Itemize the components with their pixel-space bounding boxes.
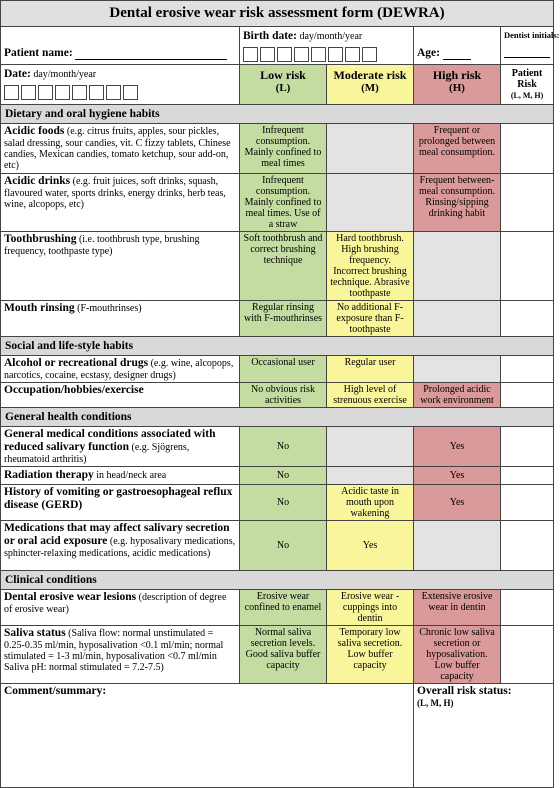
radiation-low: No (240, 467, 327, 485)
section-health: General health conditions (1, 408, 554, 427)
saliva-moderate: Temporary low saliva secretion. Low buffer capacity (327, 626, 414, 684)
date-format: day/month/year (33, 69, 97, 80)
acidic-foods-low: Infrequent consumption. Mainly confined to meal times (240, 124, 327, 174)
birth-date-label: Birth date: (243, 30, 297, 42)
patient-name-cell (1, 27, 240, 65)
medications-low: No (240, 521, 327, 571)
saliva-low: Normal saliva secretion levels. Good saliva buffer capacity (240, 626, 327, 684)
row-saliva: Saliva status (Saliva flow: normal unstimulated = 0.25-0.35 ml/min, hyposalivation <0.1 ml/min; normal stimulated = 1-3 ml/min, hyposalivation <0.7 ml/min Saliva pH: normal stimulated = 7.2-7.5) (1, 626, 240, 684)
row-lesions: Dental erosive wear lesions (description of degree of erosive wear) (1, 590, 240, 626)
radiation-high: Yes (414, 467, 501, 485)
acidic-drinks-moderate (327, 174, 414, 232)
date-boxes[interactable] (4, 85, 236, 100)
row-mouth-rinsing: Mouth rinsing (F-mouthrinses) (1, 301, 240, 337)
toothbrushing-patient[interactable] (501, 232, 554, 301)
comment-label: Comment/summary: (4, 685, 107, 697)
vomiting-low: No (240, 485, 327, 521)
mouth-rinsing-high (414, 301, 501, 337)
overall-risk-sub: (L, M, H) (417, 698, 454, 708)
row-acidic-foods: Acidic foods (e.g. citrus fruits, apples, sour pickles, salad dressing, sour candies, vit. C fizzy tablets, Chinese candies, Mexican candies, tomato ketchup, sour add-on, etc) (1, 124, 240, 174)
patient-name-field[interactable] (75, 48, 227, 60)
overall-risk-area[interactable] (414, 684, 554, 788)
age-label: Age: (417, 47, 440, 59)
row-vomiting: History of vomiting or gastroesophageal reflux disease (GERD) (1, 485, 240, 521)
row-salivary: General medical conditions associated with reduced salivary function (e.g. Sjögrens, rheumatoid arthritis) (1, 427, 240, 467)
col-low-risk: Low risk (L) (240, 65, 327, 105)
birth-date-cell (240, 27, 414, 65)
dentist-initials-label: Dentist initials: (504, 30, 560, 40)
mouth-rinsing-moderate: No additional F-exposure than F-toothpaste (327, 301, 414, 337)
acidic-foods-moderate (327, 124, 414, 174)
occupation-patient[interactable] (501, 383, 554, 408)
lesions-patient[interactable] (501, 590, 554, 626)
birth-date-boxes[interactable] (243, 47, 410, 62)
lesions-moderate: Erosive wear - cuppings into dentin (327, 590, 414, 626)
toothbrushing-moderate: Hard toothbrush. High brushing frequency. Incorrect brushing technique. Abrasive toothpaste (327, 232, 414, 301)
row-toothbrushing: Toothbrushing (i.e. toothbrush type, brushing frequency, toothpaste type) (1, 232, 240, 301)
dentist-initials-cell (501, 27, 560, 65)
radiation-moderate (327, 467, 414, 485)
salivary-moderate (327, 427, 414, 467)
row-radiation: Radiation therapy in head/neck area (1, 467, 240, 485)
mouth-rinsing-patient[interactable] (501, 301, 554, 337)
medications-patient[interactable] (501, 521, 554, 571)
overall-risk-label: Overall risk status: (417, 685, 512, 697)
vomiting-patient[interactable] (501, 485, 554, 521)
radiation-patient[interactable] (501, 467, 554, 485)
saliva-patient[interactable] (501, 626, 554, 684)
row-occupation: Occupation/hobbies/exercise (1, 383, 240, 408)
alcohol-patient[interactable] (501, 356, 554, 383)
section-social: Social and life-style habits (1, 337, 554, 356)
date-label: Date: (4, 68, 31, 80)
alcohol-moderate: Regular user (327, 356, 414, 383)
col-moderate-risk: Moderate risk (M) (327, 65, 414, 105)
patient-name-label: Patient name: (4, 47, 73, 59)
acidic-foods-patient[interactable] (501, 124, 554, 174)
toothbrushing-low: Soft toothbrush and correct brushing technique (240, 232, 327, 301)
acidic-drinks-patient[interactable] (501, 174, 554, 232)
salivary-patient[interactable] (501, 427, 554, 467)
acidic-foods-high: Frequent or prolonged between meal consumption. (414, 124, 501, 174)
alcohol-low: Occasional user (240, 356, 327, 383)
medications-high (414, 521, 501, 571)
row-acidic-drinks: Acidic drinks (e.g. fruit juices, soft drinks, squash, flavoured water, sports drinks, energy drinks, herb teas, wine, alcopops, etc) (1, 174, 240, 232)
salivary-low: No (240, 427, 327, 467)
acidic-drinks-high: Frequent between-meal consumption. Rinsing/sipping drinking habit (414, 174, 501, 232)
alcohol-high (414, 356, 501, 383)
lesions-low: Erosive wear confined to enamel (240, 590, 327, 626)
vomiting-moderate: Acidic taste in mouth upon wakening (327, 485, 414, 521)
occupation-moderate: High level of strenuous exercise (327, 383, 414, 408)
dentist-initials-field[interactable] (504, 46, 550, 58)
age-field[interactable] (443, 48, 471, 60)
occupation-low: No obvious risk activities (240, 383, 327, 408)
col-patient-risk: Patient Risk (L, M, H) (501, 65, 554, 105)
section-diet: Dietary and oral hygiene habits (1, 105, 554, 124)
age-cell (414, 27, 501, 65)
mouth-rinsing-low: Regular rinsing with F-mouthrinses (240, 301, 327, 337)
toothbrushing-high (414, 232, 501, 301)
birth-date-format: day/month/year (299, 31, 363, 42)
acidic-drinks-low: Infrequent consumption. Mainly confined to meal times. Use of a straw (240, 174, 327, 232)
comment-area[interactable] (1, 684, 414, 788)
col-high-risk: High risk (H) (414, 65, 501, 105)
medications-moderate: Yes (327, 521, 414, 571)
vomiting-high: Yes (414, 485, 501, 521)
occupation-high: Prolonged acidic work environment (414, 383, 501, 408)
form-title: Dental erosive wear risk assessment form (DEWRA) (1, 1, 554, 27)
section-clinical: Clinical conditions (1, 571, 554, 590)
saliva-high: Chronic low saliva secretion or hyposalivation. Low buffer capacity (414, 626, 501, 684)
date-cell (1, 65, 240, 105)
lesions-high: Extensive erosive wear in dentin (414, 590, 501, 626)
row-medications: Medications that may affect salivary secretion or oral acid exposure (e.g. hyposalivary medications, sphincter-relaxing medications, acidic medications) (1, 521, 240, 571)
row-alcohol: Alcohol or recreational drugs (e.g. wine, alcopops, narcotics, cocaine, ecstasy, designer drugs) (1, 356, 240, 383)
salivary-high: Yes (414, 427, 501, 467)
